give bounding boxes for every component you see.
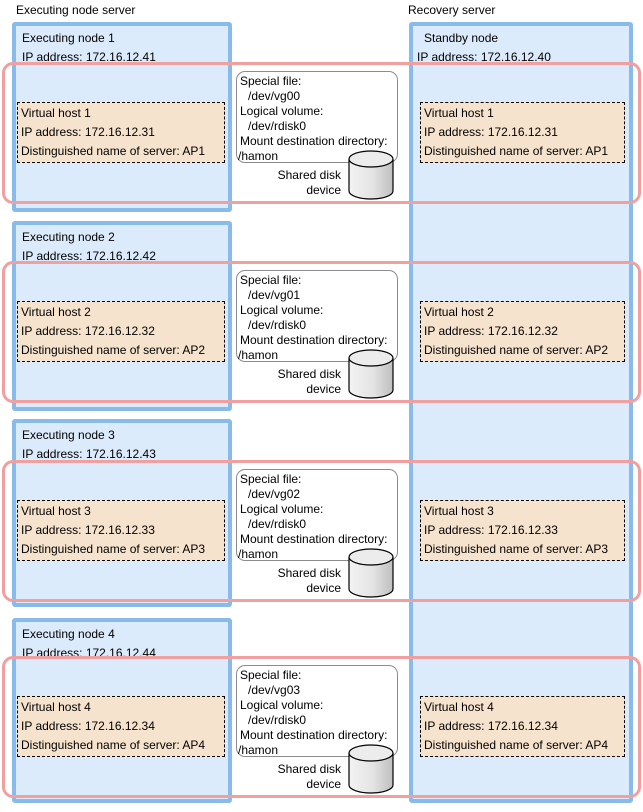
shared-disk-caption-line1: Shared disk (277, 367, 341, 381)
mount-directory-label: Mount destination directory: (240, 333, 388, 347)
node-ip: IP address: 172.16.12.42 (22, 249, 156, 263)
shared-disk-cylinder-icon (348, 548, 394, 598)
virtual-host-server: Distinguished name of server: AP2 (424, 343, 609, 357)
node-name: Executing node 1 (22, 31, 115, 45)
logical-volume-label: Logical volume: (240, 104, 324, 118)
virtual-host-1-standby-box (420, 102, 625, 163)
virtual-host-name: Virtual host 1 (424, 106, 494, 120)
mount-directory-label: Mount destination directory: (240, 728, 388, 742)
node-name: Executing node 4 (22, 627, 115, 641)
mount-directory-value: /hamon (238, 348, 279, 362)
node-ip: IP address: 172.16.12.41 (22, 50, 156, 64)
standby-node-name: Standby node (424, 31, 499, 45)
virtual-host-name: Virtual host 2 (21, 305, 91, 319)
virtual-host-ip: IP address: 172.16.12.32 (21, 324, 155, 338)
special-file-value: /dev/vg02 (248, 487, 301, 501)
virtual-host-4-executing-box (17, 696, 225, 757)
virtual-host-ip: IP address: 172.16.12.31 (21, 125, 155, 139)
mount-directory-value: /hamon (238, 547, 279, 561)
shared-disk-caption-line2: device (306, 183, 341, 197)
virtual-host-server: Distinguished name of server: AP4 (21, 738, 206, 752)
standby-node-ip: IP address: 172.16.12.40 (417, 50, 551, 64)
virtual-host-ip: IP address: 172.16.12.34 (424, 719, 558, 733)
special-file-value: /dev/vg00 (248, 89, 301, 103)
virtual-host-server: Distinguished name of server: AP1 (424, 144, 609, 158)
shared-disk-caption-line1: Shared disk (277, 762, 341, 776)
virtual-host-server: Distinguished name of server: AP4 (424, 738, 609, 752)
virtual-host-ip: IP address: 172.16.12.33 (21, 523, 155, 537)
logical-volume-label: Logical volume: (240, 303, 324, 317)
virtual-host-server: Distinguished name of server: AP2 (21, 343, 206, 357)
shared-disk-caption (236, 168, 341, 198)
node-ip: IP address: 172.16.12.43 (22, 447, 156, 461)
shared-disk-cylinder-icon (348, 744, 394, 794)
shared-disk-caption (236, 566, 341, 596)
node-name: Executing node 2 (22, 230, 115, 244)
virtual-host-4-standby-box (420, 696, 625, 757)
shared-disk-cylinder-icon (348, 150, 394, 200)
node-ip: IP address: 172.16.12.44 (22, 646, 156, 660)
shared-disk-caption-line2: device (306, 581, 341, 595)
virtual-host-name: Virtual host 2 (424, 305, 494, 319)
shared-disk-caption (236, 367, 341, 397)
shared-disk-caption (236, 762, 341, 792)
recovery-server-title: Recovery server (408, 3, 496, 17)
virtual-host-ip: IP address: 172.16.12.32 (424, 324, 558, 338)
shared-disk-caption-line2: device (306, 382, 341, 396)
shared-disk-cylinder-icon (348, 349, 394, 399)
virtual-host-name: Virtual host 4 (424, 700, 494, 714)
logical-volume-label: Logical volume: (240, 502, 324, 516)
logical-volume-value: /dev/rdisk0 (248, 318, 307, 332)
virtual-host-2-executing-box (17, 301, 225, 362)
logical-volume-label: Logical volume: (240, 698, 324, 712)
logical-volume-value: /dev/rdisk0 (248, 119, 307, 133)
virtual-host-name: Virtual host 3 (424, 504, 494, 518)
mount-directory-label: Mount destination directory: (240, 134, 388, 148)
virtual-host-ip: IP address: 172.16.12.34 (21, 719, 155, 733)
virtual-host-3-standby-box (420, 500, 625, 561)
shared-disk-caption-line1: Shared disk (277, 566, 341, 580)
node-name: Executing node 3 (22, 428, 115, 442)
special-file-value: /dev/vg03 (248, 683, 301, 697)
virtual-host-name: Virtual host 3 (21, 504, 91, 518)
logical-volume-value: /dev/rdisk0 (248, 713, 307, 727)
special-file-value: /dev/vg01 (248, 288, 301, 302)
virtual-host-name: Virtual host 1 (21, 106, 91, 120)
virtual-host-1-executing-box (17, 102, 225, 163)
mount-directory-value: /hamon (238, 743, 279, 757)
virtual-host-server: Distinguished name of server: AP3 (424, 542, 609, 556)
virtual-host-server: Distinguished name of server: AP3 (21, 542, 206, 556)
special-file-label: Special file: (240, 74, 302, 88)
virtual-host-name: Virtual host 4 (21, 700, 91, 714)
virtual-host-2-standby-box (420, 301, 625, 362)
special-file-label: Special file: (240, 668, 302, 682)
executing-node-server-title: Executing node server (16, 3, 136, 17)
special-file-label: Special file: (240, 472, 302, 486)
virtual-host-ip: IP address: 172.16.12.33 (424, 523, 558, 537)
mount-directory-label: Mount destination directory: (240, 532, 388, 546)
virtual-host-server: Distinguished name of server: AP1 (21, 144, 206, 158)
shared-disk-caption-line1: Shared disk (277, 168, 341, 182)
virtual-host-3-executing-box (17, 500, 225, 561)
shared-disk-caption-line2: device (306, 777, 341, 791)
virtual-host-ip: IP address: 172.16.12.31 (424, 125, 558, 139)
logical-volume-value: /dev/rdisk0 (248, 517, 307, 531)
mount-directory-value: /hamon (238, 149, 279, 163)
special-file-label: Special file: (240, 273, 302, 287)
